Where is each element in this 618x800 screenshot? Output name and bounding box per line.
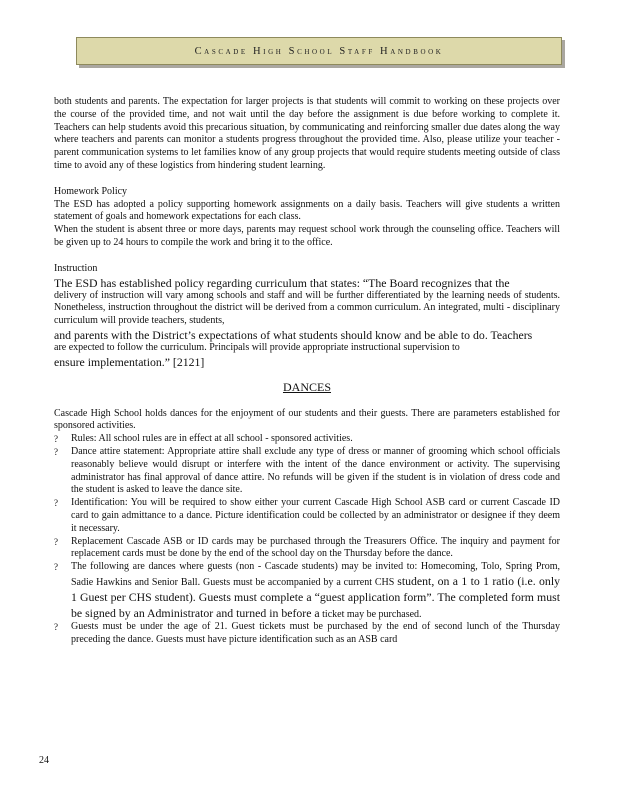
dance-rule-text: Replacement Cascade ASB or ID cards may be purchased through the Treasurers Office. The inquiry and payment for replacement cards must be done by the end of the school day on the Thursday before the dance. xyxy=(71,535,560,560)
dance-rule-text-large: student, on a 1 to 1 ratio (i.e. only 1 Guest per CHS student). Guests must complete a “guest application form”. The completed form must be signed by an Administrator and turned in before a xyxy=(71,573,561,620)
dances-heading: DANCES xyxy=(282,379,331,394)
instruction-middle: delivery of instruction will vary among schools and staff and will be further differentiated by the learning needs of students. Nonetheless, instruction throughout the district will be derived from a common curriculum. An integrated, multi - disciplinary curriculum will provide teachers, students, xyxy=(54,289,560,327)
instruction-heading: Instruction xyxy=(54,262,98,274)
dance-rule-text: Guests must be under the age of 21. Guest tickets must be purchased by the end of second lunch of the Thursday preceding the dance. Guests must have picture identification such as an ASB card xyxy=(71,621,560,646)
bullet-icon: ? xyxy=(54,622,58,633)
homework-policy-heading: Homework Policy xyxy=(54,185,128,197)
handbook-header-bar xyxy=(76,37,562,65)
homework-paragraph-2: When the student is absent three or more days, parents may request school work through the counseling office. Teachers will be given up to 24 hours to compile the work and bring it to the office. xyxy=(54,224,560,248)
dance-rule-replacement xyxy=(54,536,560,562)
bullet-icon: ? xyxy=(54,536,58,547)
dance-rule-identification xyxy=(54,497,560,535)
dance-rules-list xyxy=(54,433,560,647)
bullet-icon: ? xyxy=(54,446,58,457)
handbook-title: Cascade High School Staff Handbook xyxy=(194,45,444,57)
dance-rule-attire xyxy=(54,446,560,497)
dance-rule-text-tail: ticket may be purchased. xyxy=(322,608,422,620)
instruction-middle-2: and parents with the District’s expectations of what students should know and be able to do. Teachers xyxy=(54,327,533,342)
bullet-icon: ? xyxy=(54,498,58,509)
instruction-lead: The ESD has established policy regarding curriculum that states: “The Board recognizes that the xyxy=(54,275,510,290)
dance-rule-guest-dances xyxy=(54,561,560,621)
page-body xyxy=(54,96,560,647)
instruction-end: ensure implementation.” [2121] xyxy=(54,354,205,369)
dance-rule-text: The following are dances where guests (non - Cascade students) may be invited to: Homecoming, Tolo, Spring Prom, Sadie Hawkins and Senior Ball. Guests must be accompanied by a current CHS xyxy=(71,561,560,588)
dance-rule-guest-age xyxy=(54,621,560,647)
dance-rule-text: Dance attire statement: Appropriate attire shall exclude any type of dress or manner of grooming which school officials reasonably believe would disrupt or interfere with the intent of the dance environment or activity. The supervising administrator has final approval of dance attire. No refunds will be given if the student is in violation of dress code and the student is asked to leave the dance site. xyxy=(71,445,560,496)
dance-rule-text: Identification: You will be required to show either your current Cascade High School ASB card or current Cascade ID card to gain admittance to a dance. Picture identification could be collected by an administrator or designee if they deem it necessary. xyxy=(71,497,560,534)
intro-paragraph: both students and parents. The expectation for larger projects is that students will commit to working on these projects over the course of the provided time, and not wait until the day before the assignment is due before working to complete it. Teachers can help students avoid this precarious situation, by communicating and reinforcing smaller due dates along the way where teachers and parents can monitor a students progress throughout the provided time. Also, please utilize your teacher - parent communication systems to let families know of any group projects that would require students meeting outside of class time to avoid any of these logistics from hindering student learning. xyxy=(54,96,560,171)
bullet-icon: ? xyxy=(54,434,58,445)
instruction-middle-3: are expected to follow the curriculum. Principals will provide appropriate instructional supervision to xyxy=(54,341,460,353)
homework-paragraph-1: The ESD has adopted a policy supporting homework assignments on a daily basis. Teachers will give students a written statement of goals and homework expectations for each class. xyxy=(54,198,560,223)
bullet-icon: ? xyxy=(54,562,58,573)
dance-rule-text: Rules: All school rules are in effect at all school - sponsored activities. xyxy=(71,433,353,445)
dances-intro: Cascade High School holds dances for the enjoyment of our students and their guests. There are parameters established for sponsored activities. xyxy=(54,407,560,432)
dance-rule-rules xyxy=(54,433,560,446)
page-number: 24 xyxy=(39,755,49,766)
